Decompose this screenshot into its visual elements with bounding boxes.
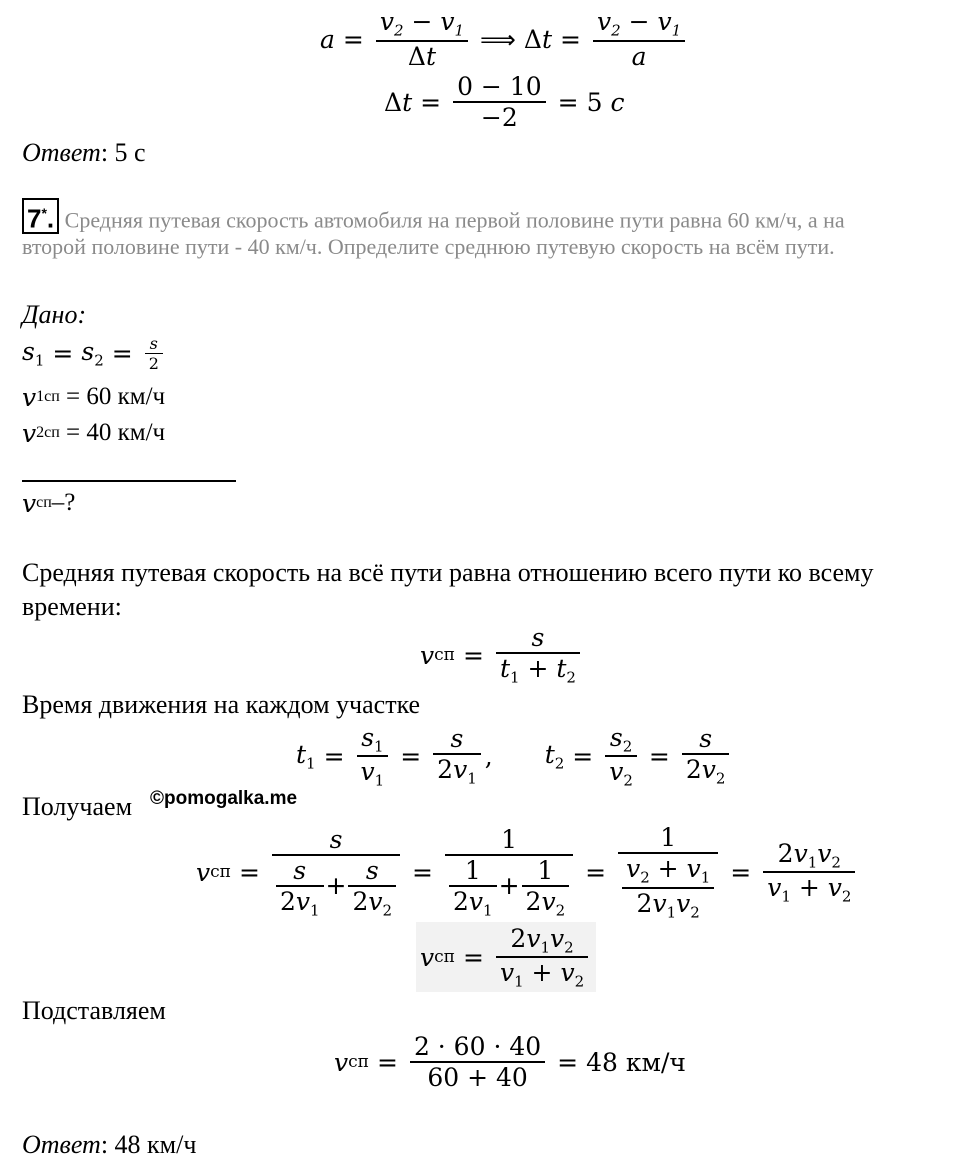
formula-result-highlight: v сп = $\frac{2v_1v_2}{v_1 + v_2}$ — [416, 922, 596, 992]
substitute-text: Подставляем — [22, 996, 166, 1025]
explain-line-2: времени: — [22, 592, 122, 621]
find-unknown: v сп –? — [22, 488, 76, 518]
task-number-box: 7*. — [22, 198, 59, 234]
answer-value: : 5 с — [100, 138, 146, 167]
formula-final-calc: v сп = $\frac{2 \cdot 60 \cdot 40}{60 + 40}$ = 48 км/ч — [334, 1032, 686, 1092]
given-v2-value: = 40 км/ч — [66, 419, 166, 446]
formula-times: $t_1$ = $\frac{s_1}{v_1}$ = $\frac{s}{2v_1}$ , $t_2$ = $\frac{s_2}{v_2}$ = $\frac{s}{2v_2}$ — [296, 720, 733, 792]
answer-previous — [22, 138, 146, 168]
formula-time-calc: Δ t = $\frac{0 - 10}{-2}$ = 5 с — [384, 72, 625, 132]
calc-result: 5 — [586, 87, 603, 117]
given-s: $s_1$ = $s_2$ = $\frac{s}{2}$ — [22, 330, 167, 376]
answer-label: Ответ — [22, 138, 101, 167]
formula-acceleration: a = $\frac{v_2 - v_1}{\Delta t}$ ⟹ Δ t = $\frac{v_2 - v_1}{a}$ — [320, 4, 689, 74]
formula-derivation: v сп = s $\frac{s}{2v_1}$ + $\frac{s}{2v_2}$ = 1 $\frac{1}{2v_1}$ + $\frac{1}{2v_2}$ = $\frac{1}{\frac{v_2 + v_1}{2v_1v_2}}$ = $\frac{2v_1v_2}{v_1 + v_2}$ — [196, 820, 859, 924]
find-suffix: –? — [51, 489, 76, 516]
answer-final-label: Ответ — [22, 1130, 101, 1159]
calc-unit: с — [610, 87, 625, 117]
answer-final-value: : 48 км/ч — [100, 1130, 197, 1159]
given-v1: v 1сп = 60 км/ч — [22, 382, 166, 412]
task-line-1: Средняя путевая скорость автомобиля на первой половине пути равна 60 км/ч, а на — [64, 207, 845, 233]
answer-final — [22, 1130, 196, 1160]
time-each-text: Время движения на каждом участке — [22, 690, 421, 719]
final-numerator: 2 · 60 · 40 — [413, 1032, 542, 1061]
final-unit: км/ч — [625, 1047, 686, 1077]
given-label: Дано: — [22, 300, 87, 329]
formula-average-speed: v сп = $\frac{s}{t_1 + t_2}$ — [420, 618, 584, 692]
calc-numerator: 0 − 10 — [457, 72, 542, 101]
given-divider — [22, 480, 236, 482]
calc-denominator: −2 — [480, 103, 518, 132]
final-value: 48 — [586, 1047, 618, 1077]
task-line-2: второй половине пути - 40 км/ч. Определите среднюю путевую скорость на всём пути. — [22, 234, 835, 259]
given-v1-value: = 60 км/ч — [66, 383, 166, 410]
watermark-pomogalka: ©pomogalka.me — [150, 788, 298, 809]
we-get-text — [22, 792, 132, 822]
final-denominator: 60 + 40 — [427, 1063, 528, 1092]
we-get-label: Получаем — [22, 792, 133, 821]
given-v2: v 2сп = 40 км/ч — [22, 418, 166, 448]
explain-line-1: Средняя путевая скорость на всё пути равна отношению всего пути ко всему — [22, 558, 874, 587]
